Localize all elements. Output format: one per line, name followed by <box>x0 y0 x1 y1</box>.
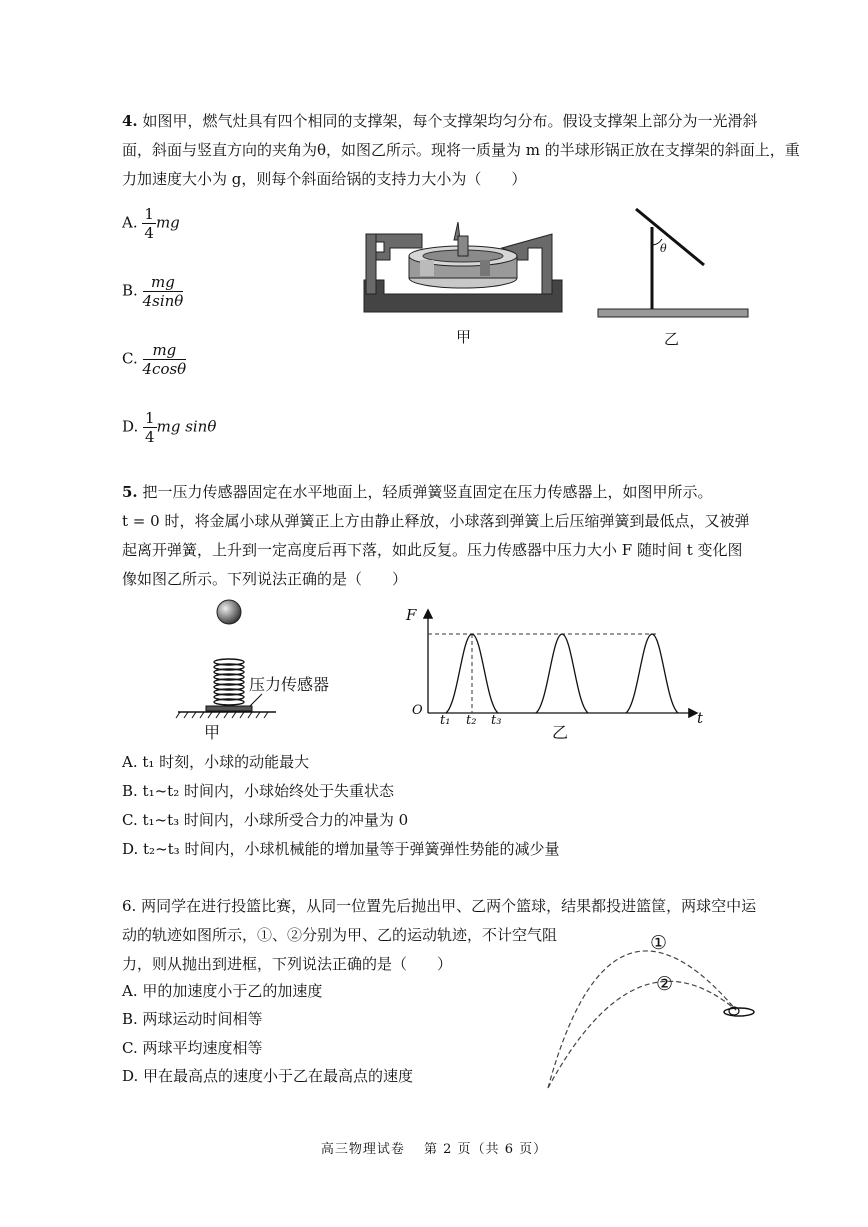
q5-number: 5. <box>122 483 138 501</box>
q6-line2: 动的轨迹如图所示，①、②分别为甲、乙的运动轨迹，不计空气阻 <box>122 926 558 944</box>
page-footer: 高三物理试卷 第 2 页（共 6 页） <box>320 1142 548 1157</box>
q5-t2-label: t₂ <box>466 713 477 728</box>
q5-option-d: D. t₂~t₃ 时间内，小球机械能的增加量等于弹簧弹性势能的减少量 <box>122 840 560 858</box>
q6-trajectory-1 <box>548 951 736 1088</box>
q5-pulse-2 <box>536 634 588 713</box>
q5-fig-jia-caption: 甲 <box>204 723 221 742</box>
q5-spring-figure <box>172 596 282 721</box>
q6-mark-1: ① <box>650 932 668 954</box>
q4-fig-yi-caption: 乙 <box>664 330 680 348</box>
q5-axis-t-label: t <box>697 709 704 727</box>
q6-option-b: B. 两球运动时间相等 <box>122 1010 263 1028</box>
q5-line4: 像如图乙所示。下列说法正确的是（ ） <box>122 570 408 588</box>
q5-text-1: 把一压力传感器固定在水平地面上，轻质弹簧竖直固定在压力传感器上，如图甲所示。 <box>142 483 713 501</box>
q4-option-d-fraction: $\frac{1}{4}$ <box>145 409 155 446</box>
q6-option-a: A. 甲的加速度小于乙的加速度 <box>122 982 323 1000</box>
q4-stove-figure <box>362 212 568 322</box>
q4-option-b: B. $\frac{mg}{4\sin\theta}$ <box>122 273 184 310</box>
q4-option-a: A. $\frac{1}{4}$ mg <box>122 205 180 242</box>
q5-option-b: B. t₁~t₂ 时间内，小球始终处于失重状态 <box>122 782 394 800</box>
q6-line3: 力，则从抛出到进框，下列说法正确的是（ ） <box>122 955 453 973</box>
q6-line1 <box>122 896 756 916</box>
q5-t1-label: t₁ <box>440 713 451 728</box>
q6-mark-2: ② <box>656 973 674 995</box>
q5-line2: t = 0 时，将金属小球从弹簧正上方由静止释放，小球落到弹簧上后压缩弹簧到最低点，又被弹 <box>122 512 750 530</box>
q5-pulse-1 <box>446 634 498 713</box>
q6-text-1: 两同学在进行投篮比赛，从同一位置先后抛出甲、乙两个篮球，结果都投进篮筐，两球空中运 <box>141 897 757 915</box>
q4-option-c-fraction: $\frac{mg}{4\cos\theta}$ <box>142 341 187 378</box>
q4-option-a-fraction: $\frac{1}{4}$ <box>144 205 154 242</box>
q5-sensor-label: 压力传感器 <box>249 675 330 694</box>
q4-number: 4. <box>122 112 138 130</box>
q4-line2: 面，斜面与竖直方向的夹角为θ，如图乙所示。现将一质量为 m 的半球形锅正放在支撑架的斜面上，重 <box>122 141 800 159</box>
q5-fig-yi-caption: 乙 <box>552 723 569 742</box>
q4-text-1: 如图甲，燃气灶具有四个相同的支撑架，每个支撑架均匀分布。假设支撑架上部分为一光滑斜 <box>142 112 758 130</box>
q6-number: 6. <box>122 897 137 915</box>
q5-pulse-3 <box>626 634 678 713</box>
q5-t3-label: t₃ <box>491 713 502 728</box>
q6-option-d: D. 甲在最高点的速度小于乙在最高点的速度 <box>122 1067 414 1085</box>
q6-trajectory-2 <box>548 981 736 1088</box>
q5-origin-label: O <box>412 703 423 718</box>
q4-option-c: C. $\frac{mg}{4\cos\theta}$ <box>122 341 187 378</box>
q4-line3: 力加速度大小为 g，则每个斜面给锅的支持力大小为（ ） <box>122 170 527 188</box>
q5-line1 <box>122 482 712 502</box>
q4-fig-jia-caption: 甲 <box>456 328 472 346</box>
q4-option-d: D. $\frac{1}{4}$ mg sinθ <box>122 409 217 446</box>
q6-option-c: C. 两球平均速度相等 <box>122 1039 263 1057</box>
q5-option-a: A. t₁ 时刻，小球的动能最大 <box>122 753 310 771</box>
q5-axis-F-label: F <box>406 606 417 624</box>
q5-line3: 起离开弹簧，上升到一定高度后再下落，如此反复。压力传感器中压力大小 F 随时间 t 变化图 <box>122 541 743 559</box>
q4-theta-label: θ <box>660 242 667 255</box>
q5-option-c: C. t₁~t₃ 时间内，小球所受合力的冲量为 0 <box>122 811 409 829</box>
q4-incline-figure <box>594 205 754 325</box>
q4-option-b-fraction: $\frac{mg}{4\sin\theta}$ <box>142 273 184 310</box>
q4-line1 <box>122 111 757 131</box>
